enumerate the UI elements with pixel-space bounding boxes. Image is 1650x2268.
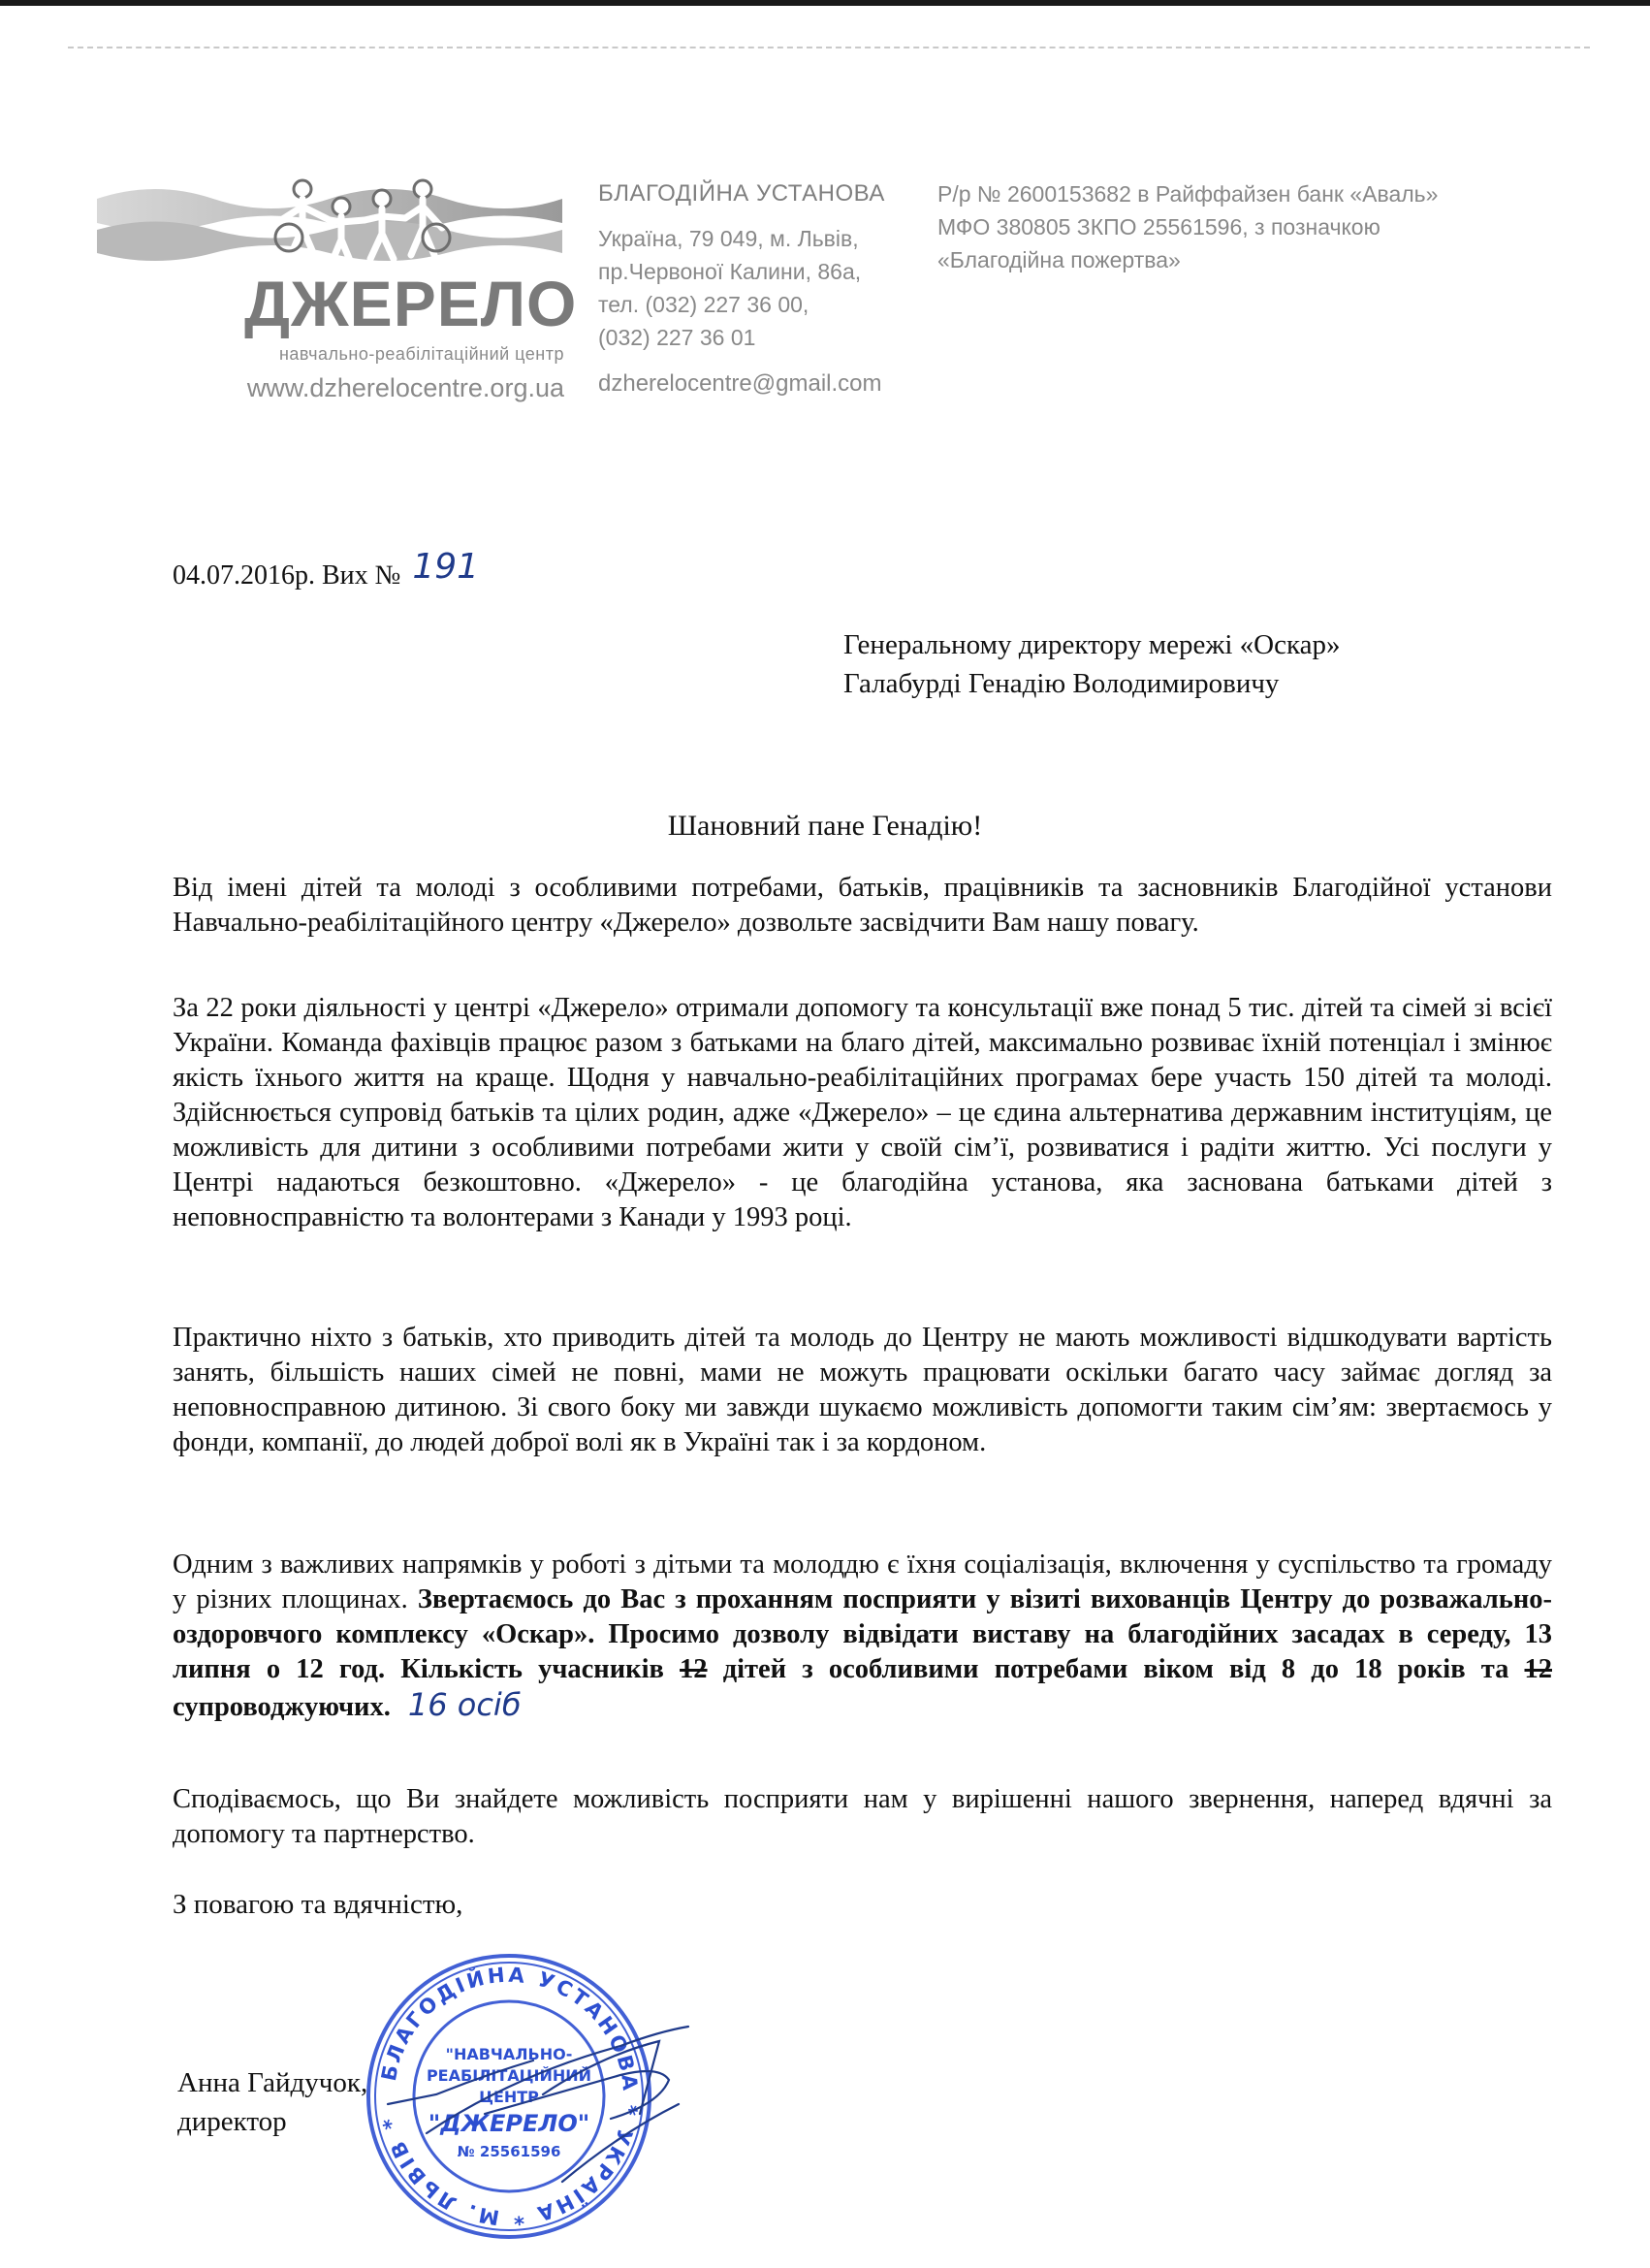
address-line: Україна, 79 049, м. Львів,	[598, 226, 859, 251]
paragraph-families: Практично ніхто з батьків, хто приводить дітей та молодь до Центру не мають можливості відшкодувати вартість занять, більшість наших сімей не повні, мами не можуть працювати оскільки багато часу займає догляд за неповносправною дитиною. Зі свого боку ми завжди шукаємо можливість допомогти таким сім’ям: звертаємось у фонди, компанії, до людей доброї волі як в Україні так і за кордоном.	[173, 1323, 1552, 1457]
logo-figures-icon	[97, 170, 562, 276]
stamp-line: "НАВЧАЛЬНО-	[445, 2045, 573, 2063]
stamp-code: № 25561596	[457, 2143, 561, 2160]
request-bold: супроводжуючих.	[173, 1692, 391, 1722]
stamp-line: "ДЖЕРЕЛО"	[428, 2110, 590, 2137]
request-bold: дітей з особливими потребами віком від 8 до 18 років та	[707, 1654, 1525, 1684]
outgoing-reference	[173, 547, 480, 592]
handwritten-note: 16 осіб	[407, 1686, 522, 1723]
address-line: тел. (032) 227 36 00,	[598, 292, 809, 317]
paragraph-closing: Сподіваємось, що Ви знайдете можливість посприяти нам у вирішенні нашого звернення, наперед вдячні за допомогу та партнерство.	[173, 1784, 1552, 1849]
addressee-line: Генеральному директору мережі «Оскар»	[843, 629, 1341, 660]
stamp-ring-text: БЛАГОДІЙНА УСТАНОВА * УКРАЇНА * М. ЛЬВІВ *	[376, 1963, 643, 2230]
greeting: Шановний пане Генадію!	[667, 810, 983, 842]
signer-name: Анна Гайдучок,	[177, 2067, 368, 2098]
closing: З повагою та вдячністю,	[173, 1889, 463, 1920]
stamp-line: РЕАБІЛІТАЦІЙНИЙ	[426, 2066, 592, 2085]
scan-edge	[0, 0, 1650, 6]
org-type: БЛАГОДІЙНА УСТАНОВА	[598, 180, 885, 207]
handwritten-outgoing-number: 191	[412, 547, 480, 587]
request-intro: Одним з важливих напрямків у роботі з дітьми та молоддю є їхня соціалізація, включення у суспільство та громаду у різних площинах.	[173, 1549, 1552, 1614]
address-line: пр.Червоної Калини, 86а,	[598, 259, 862, 284]
address-line: (032) 227 36 01	[598, 325, 756, 350]
signature-icon	[368, 1988, 814, 2211]
paragraph-request	[173, 1548, 1552, 1725]
paragraph-intro: Від імені дітей та молоді з особливими потребами, батьків, працівників та засновників Благодійної установи Навчально-реабілітаційного центру «Джерело» дозвольте засвідчити Вам нашу повагу.	[173, 873, 1552, 938]
stamp-line: ЦЕНТР	[479, 2088, 539, 2106]
email-link[interactable]: dzherelocentre@gmail.com	[598, 370, 882, 397]
bank-line: Р/р № 2600153682 в Райффайзен банк «Аваль»	[937, 181, 1439, 207]
logo-subtitle: навчально-реабілітаційний центр	[278, 344, 564, 364]
bank-line: МФО 380805 ЗКПО 25561596, з позначкою	[937, 214, 1380, 240]
paragraph-about: За 22 роки діяльності у центрі «Джерело» отримали допомогу та консультації вже понад 5 тис. дітей та сімей зі всієї України. Команда фахівців працює разом з батьками на благо дітей, максимально розвиває їхній потенціал і змінює якість їхнього життя на краще. Щодня у навчально-реабілітаційних програмах бере участь 150 дітей та молоді. Здійснюється супровід батьків та цілих родин, адже «Джерело» – це єдина альтернатива державним інституціям, це можливість для дитини з особливими потребами жити у своїй сім’ї, розвиватися і радіти життю. Усі послуги у Центрі надаються безкоштовно. «Джерело» - це благодійна установа, яка заснована батьками дітей з неповносправністю та волонтерами з Канади у 1993 році.	[173, 993, 1552, 1232]
scan-fold-line	[68, 47, 1590, 48]
logo-name: ДЖЕРЕЛО	[244, 268, 578, 339]
addressee	[843, 625, 1341, 703]
struck-count: 12	[680, 1654, 708, 1684]
struck-count: 12	[1524, 1654, 1552, 1684]
website-link[interactable]: www.dzherelocentre.org.ua	[246, 373, 564, 402]
signer-block	[177, 2063, 367, 2141]
addressee-line: Галабурді Генадію Володимировичу	[843, 668, 1280, 699]
org-contacts	[598, 177, 908, 400]
signer-title: директор	[177, 2106, 287, 2137]
outgoing-ref-text: 04.07.2016р. Вих №	[173, 560, 401, 591]
bank-line: «Благодійна пожертва»	[937, 247, 1181, 272]
request-bold: Звертаємось до Вас з проханням посприяти у візиті вихованців Центру до розважально-оздоровчого комплексу «Оскар». Просимо дозволу відвідати виставу на благодійних засадах в середу, 13 липня о 12 год. Кількість учасників	[173, 1584, 1552, 1684]
logo	[97, 170, 578, 402]
bank-details	[937, 177, 1568, 276]
